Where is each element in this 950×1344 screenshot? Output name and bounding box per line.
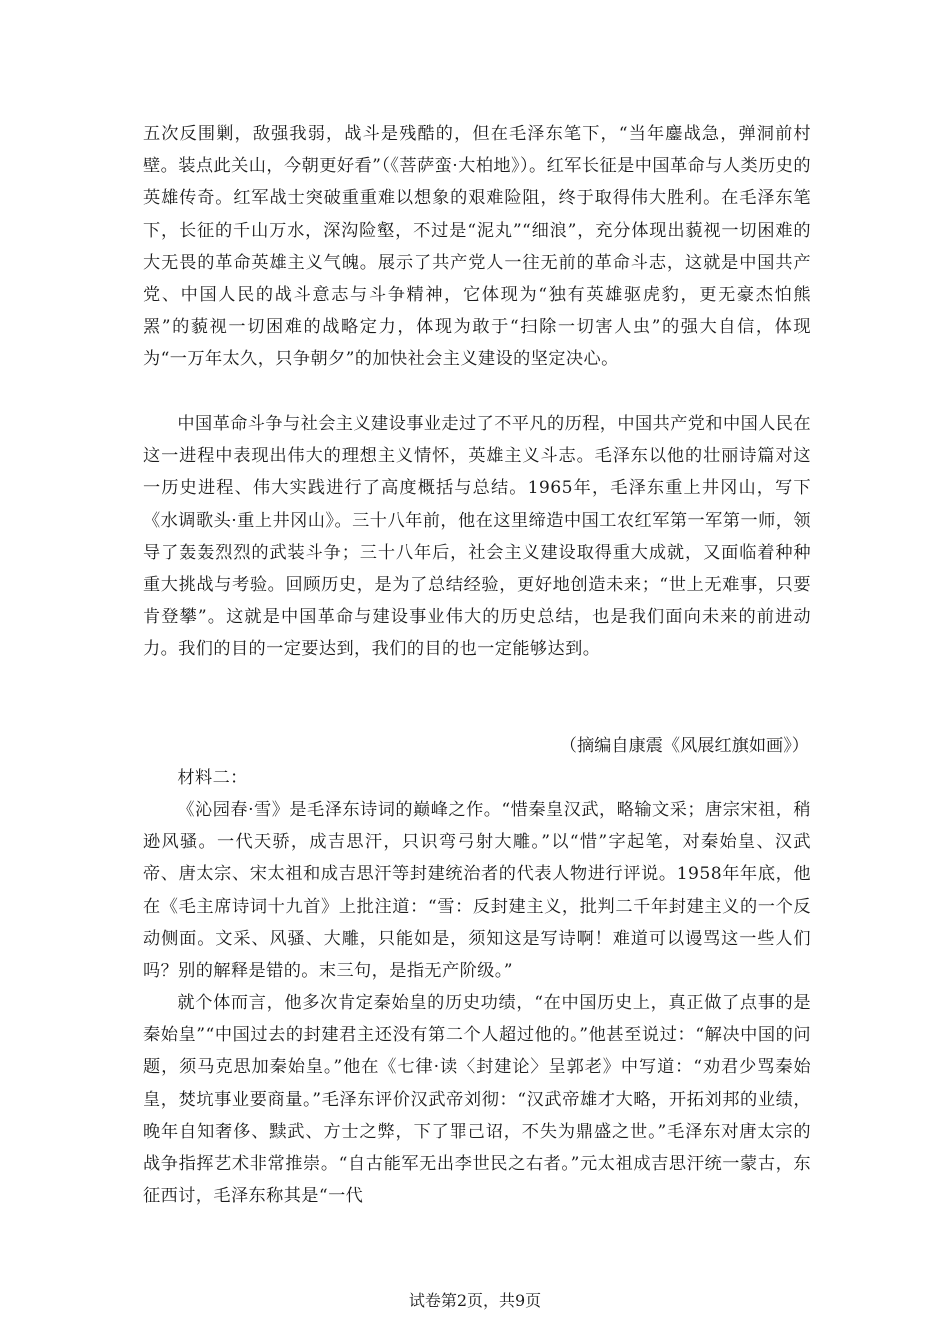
paragraph-continuation: 五次反围剿，敌强我弱，战斗是残酷的，但在毛泽东笔下，“当年鏖战急，弹洞前村壁。装点此关山，今朝更好看”（《菩萨蛮·大柏地》）。红军长征是中国革命与人类历史的英雄传奇。红军战士突破重重难以想象的艰难险阻，终于取得伟大胜利。在毛泽东笔下，长征的千山万水，深沟险壑，不过是“泥丸”“细浪”，充分体现出藐视一切困难的大无畏的革命英雄主义气魄。展示了共产党人一往无前的革命斗志，这就是中国共产党、中国人民的战斗意志与斗争精神，它体现为“独有英雄驱虎豹，更无豪杰怕熊罴”的藐视一切困难的战略定力，体现为敢于“扫除一切害人虫”的强大自信，体现为“一万年太久，只争朝夕”的加快社会主义建设的坚定决心。 (143, 124, 811, 370)
source-citation: （摘编自康震《风展红旗如画》） (559, 736, 809, 756)
section-heading-material-two: 材料二： (177, 768, 248, 788)
document-body (143, 118, 811, 1207)
paragraph-qinyuanchun-snow: 《沁园春·雪》是毛泽东诗词的巅峰之作。“惜秦皇汉武，略输文采；唐宗宋祖，稍逊风骚。一代天骄，成吉思汗，只识弯弓射大雕。”以“惜”字起笔，对秦始皇、汉武帝、唐太宗、宋太祖和成吉思汗等封建统治者的代表人物进行评说。1958年年底，他在《毛主席诗词十九首》上批注道：“雪：反封建主义，批判二千年封建主义的一个反动侧面。文采、风骚、大雕，只能如是，须知这是写诗啊！难道可以谩骂这一些人们吗？别的解释是错的。末三句，是指无产阶级。” (143, 800, 811, 982)
paragraph-revolution-history: 中国革命斗争与社会主义建设事业走过了不平凡的历程，中国共产党和中国人民在这一进程中表现出伟大的理想主义情怀，英雄主义斗志。毛泽东以他的壮丽诗篇对这一历史进程、伟大实践进行了高度概括与总结。1965年，毛泽东重上井冈山，写下《水调歌头·重上井冈山》。三十八年前，他在这里缔造中国工农红军第一军第一师，领导了轰轰烈烈的武装斗争；三十八年后，社会主义建设取得重大成就，又面临着种种重大挑战与考验。回顾历史，是为了总结经验，更好地创造未来；“世上无难事，只要肯登攀”。这就是中国革命与建设事业伟大的历史总结，也是我们面向未来的前进动力。我们的目的一定要达到，我们的目的也一定能够达到。 (143, 414, 811, 660)
paragraph-emperors-evaluation: 就个体而言，他多次肯定秦始皇的历史功绩，“在中国历史上，真正做了点事的是秦始皇”“中国过去的封建君主还没有第二个人超过他的。”他甚至说过：“解决中国的问题，须马克思加秦始皇。”他在《七律·读〈封建论〉呈郭老》中写道：“劝君少骂秦始皇，焚坑事业要商量。”毛泽东评价汉武帝刘彻：“汉武帝雄才大略，开拓刘邦的业绩，晚年自知奢侈、黩武、方士之弊，下了罪己诏，不失为鼎盛之世。”毛泽东对唐太宗的战争指挥艺术非常推崇。“自古能军无出李世民之右者。”元太祖成吉思汗统一蒙古，东征西讨，毛泽东称其是“一代 (143, 993, 811, 1207)
page-footer: 试卷第2页，共9页 (408, 1291, 542, 1310)
